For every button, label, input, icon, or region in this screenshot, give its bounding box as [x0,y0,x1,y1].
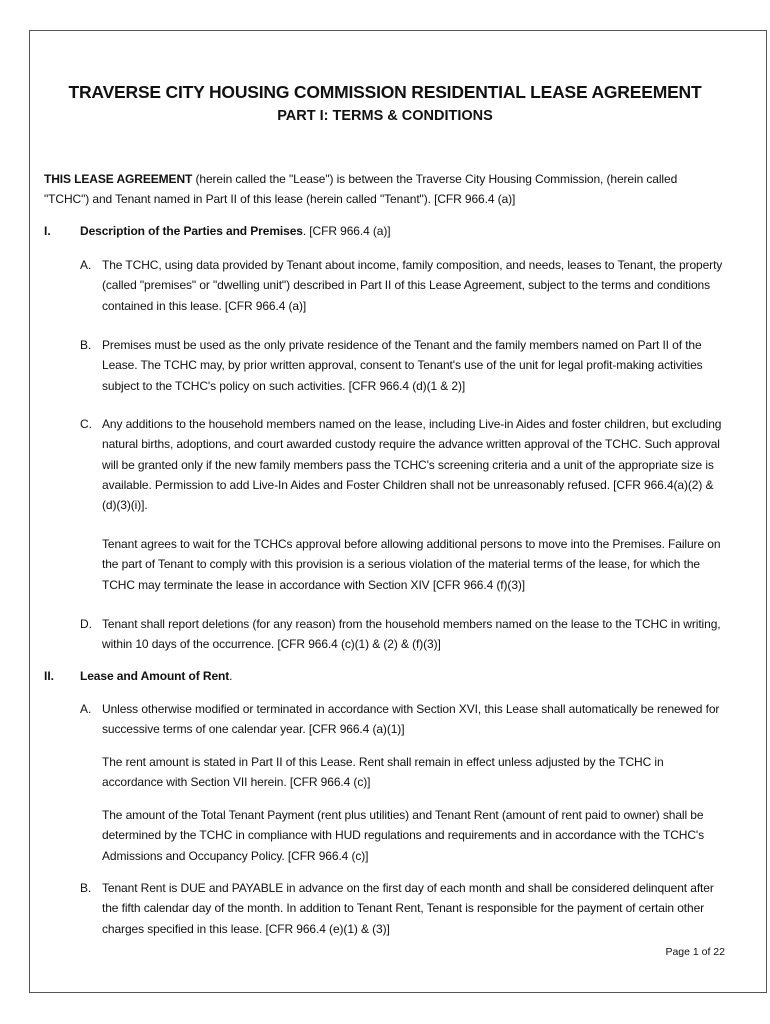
page-number: Page 1 of 22 [665,946,725,958]
document-subtitle: PART I: TERMS & CONDITIONS [277,108,493,124]
intro-lead: THIS LEASE AGREEMENT [44,172,193,186]
item-extra-text: Tenant agrees to wait for the TCHCs approval before allowing additional persons to move into the Premises. Failure on the part of Tenant to comply with this provision is a serious violation of the material terms of the lease, for which the TCHC may terminate the lease in accordance with Section XIV [CFR 966.4 (f)(3)] [102,537,721,592]
item-text: Tenant shall report deletions (for any reason) from the household members named on the lease to the TCHC in writing, within 10 days of the occurrence. [CFR 966.4 (c)(1) & (2) & (f)(3)] [102,617,721,652]
item-text: The TCHC, using data provided by Tenant about income, family composition, and needs, leases to Tenant, the property (called "premises" or "dwelling unit") described in Part II of this Lease Agreement, subject to the terms and conditions contained in this lease. [CFR 966.4 (a)] [102,258,723,313]
section-heading-suffix: . [229,669,233,683]
section-heading [80,666,720,686]
intro-paragraph [44,169,724,210]
item-letter: A. [80,702,92,716]
item-text: Unless otherwise modified or terminated in accordance with Section XVI, this Lease shall automatically be renewed for successive terms of one calendar year. [CFR 966.4 (a)(1)] [102,702,720,737]
item-letter: B. [80,338,92,352]
item-extra-text: The amount of the Total Tenant Payment (rent plus utilities) and Tenant Rent (amount of rent paid to owner) shall be determined by the TCHC in compliance with HUD regulations and requirements and in accordance with the TCHC's Admissions and Occupancy Policy. [CFR 966.4 (c)] [102,808,705,863]
intro-text: (herein called the "Lease") is between the Traverse City Housing Commission, (herein called "TCHC") and Tenant named in Part II of this lease (herein called "Tenant"). [CFR 966.4 (a)] [44,172,678,207]
item-extra-text: The rent amount is stated in Part II of this Lease. Rent shall remain in effect unless adjusted by the TCHC in accordance with Section VII herein. [CFR 966.4 (c)] [102,755,664,790]
section-number: II. [44,669,55,683]
section-heading-suffix: . [CFR 966.4 (a)] [302,224,391,238]
item-text: Tenant Rent is DUE and PAYABLE in advance on the first day of each month and shall be considered delinquent after the fifth calendar day of the month. In addition to Tenant Rent, Tenant is responsible for the payment of certain other charges specified in this lease. [CFR 966.4 (e)(1) & (3)] [102,881,714,936]
section-heading [80,221,720,241]
item-letter: D. [80,617,92,631]
item-letter: A. [80,258,92,272]
document-title: TRAVERSE CITY HOUSING COMMISSION RESIDENTIAL LEASE AGREEMENT [68,82,702,102]
item-text: Premises must be used as the only private residence of the Tenant and the family members named on Part II of the Lease. The TCHC may, by prior written approval, consent to Tenant's use of the unit for legal profit-making activities subject to the TCHC's policy on such activities. [CFR 966.4 (d)(1 & 2)] [102,338,703,393]
item-letter: C. [80,417,92,431]
section-heading-text: Description of the Parties and Premises [80,224,303,238]
item-letter: B. [80,881,92,895]
section-number: I. [44,224,51,238]
item-text: Any additions to the household members named on the lease, including Live-in Aides and foster children, but excluding natural births, adoptions, and court awarded custody require the advance written approval of the TCHC. Such approval will be granted only if the new family members pass the TCHC's screening criteria and a unit of the appropriate size is available. Permission to add Live-In Aides and Foster Children shall not be unreasonably refused. [CFR 966.4(a)(2) & (d)(3)(i)]. [102,417,722,513]
section-heading-text: Lease and Amount of Rent [80,669,230,683]
